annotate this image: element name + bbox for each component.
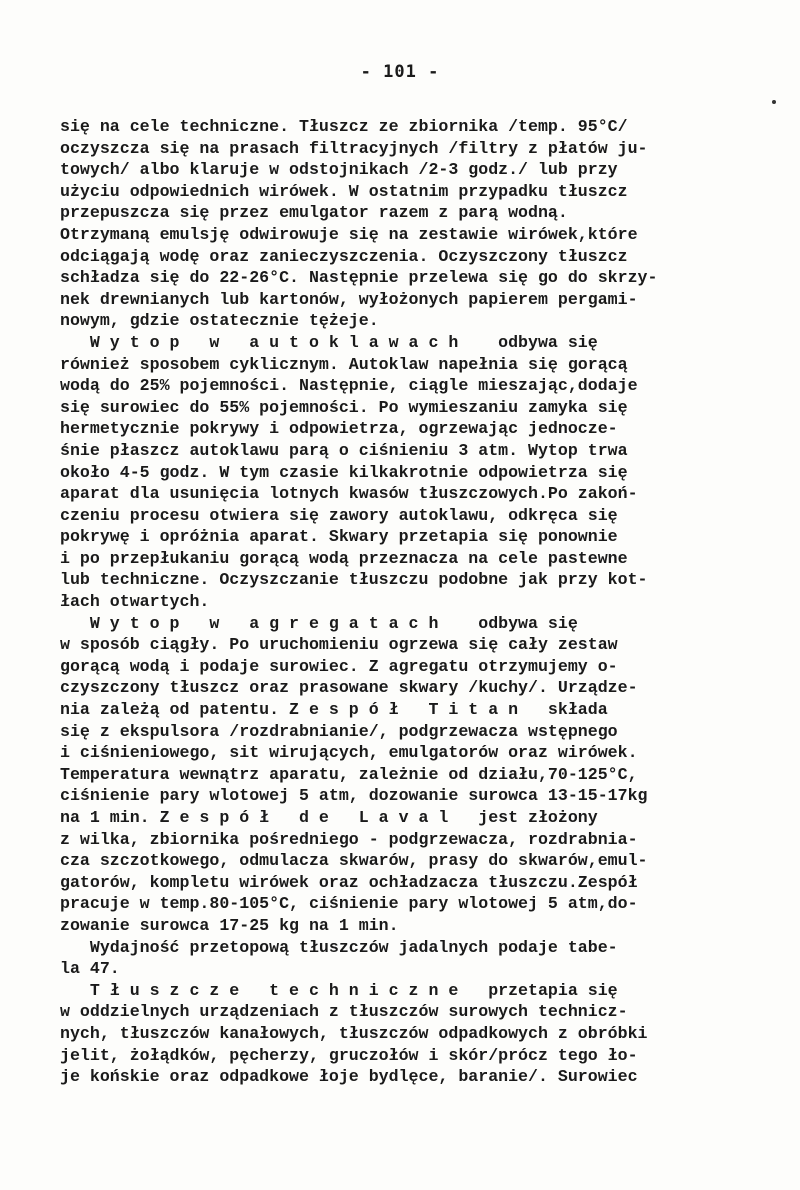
text-line: łach otwartych. <box>60 592 210 612</box>
text-line: około 4-5 godz. W tym czasie kilkakrotnie odpowietrza się <box>60 462 628 482</box>
text-line: czeniu procesu otwiera się zawory autoklawu, odkręca się <box>60 505 618 525</box>
text-line: w sposób ciągły. Po uruchomieniu ogrzewa się cały zestaw <box>60 635 618 655</box>
text-line: oczyszcza się na prasach filtracyjnych /filtry z płatów ju- <box>60 138 648 158</box>
text-line: la 47. <box>60 959 120 979</box>
text-line: aparat dla usunięcia lotnych kwasów tłuszczowych.Po zakoń- <box>60 484 638 504</box>
text-line: Temperatura wewnątrz aparatu, zależnie od działu,70-125°C, <box>60 764 638 784</box>
text-line: z wilka, zbiornika pośredniego - podgrzewacza, rozdrabnia- <box>60 829 638 849</box>
text-line: T ł u s z c z e t e c h n i c z n e przetapia się <box>60 980 618 1000</box>
text-line: pokrywę i opróżnia aparat. Skwary przetapia się ponownie <box>60 527 618 547</box>
text-line: i ciśnieniowego, sit wirujących, emulgatorów oraz wirówek. <box>60 743 638 763</box>
text-line: się na cele techniczne. Tłuszcz ze zbiornika /temp. 95°C/ <box>60 117 628 136</box>
text-line: i po przepłukaniu gorącą wodą przeznacza na cele pastewne <box>60 548 628 568</box>
text-line: schładza się do 22-26°C. Następnie przelewa się go do skrzy- <box>60 268 658 288</box>
text-line: nowym, gdzie ostatecznie tężeje. <box>60 311 379 331</box>
text-line: gorącą wodą i podaje surowiec. Z agregatu otrzymujemy o- <box>60 656 618 676</box>
text-line: Wydajność przetopową tłuszczów jadalnych podaje tabe- <box>60 937 618 957</box>
text-line: się z ekspulsora /rozdrabnianie/, podgrzewacza wstępnego <box>60 721 618 741</box>
text-line: czyszczony tłuszcz oraz prasowane skwary /kuchy/. Urządze- <box>60 678 638 698</box>
text-line: śnie płaszcz autoklawu parą o ciśnieniu 3 atm. Wytop trwa <box>60 440 628 460</box>
text-line: lub techniczne. Oczyszczanie tłuszczu podobne jak przy kot- <box>60 570 648 590</box>
text-line: zowanie surowca 17-25 kg na 1 min. <box>60 915 399 935</box>
text-line: towych/ albo klaruje w odstojnikach /2-3 godz./ lub przy <box>60 160 618 180</box>
text-line: się surowiec do 55% pojemności. Po wymieszaniu zamyka się <box>60 397 628 417</box>
text-line: nia zależą od patentu. Z e s p ó ł T i t a n składa <box>60 700 608 720</box>
text-line: jelit, żołądków, pęcherzy, gruczołów i skór/prócz tego ło- <box>60 1045 638 1065</box>
text-line: pracuje w temp.80-105°C, ciśnienie pary wlotowej 5 atm,do- <box>60 894 638 914</box>
text-line: również sposobem cyklicznym. Autoklaw napełnia się gorącą <box>60 354 628 374</box>
margin-dot <box>772 100 776 104</box>
text-line: w oddzielnych urządzeniach z tłuszczów surowych technicz- <box>60 1002 628 1022</box>
body-text <box>60 116 760 1088</box>
text-line: Otrzymaną emulsję odwirowuje się na zestawie wirówek,które <box>60 224 638 244</box>
text-line: nych, tłuszczów kanałowych, tłuszczów odpadkowych z obróbki <box>60 1023 648 1043</box>
text-line: nek drewnianych lub kartonów, wyłożonych papierem pergami- <box>60 289 638 309</box>
text-line: hermetycznie pokrywy i odpowietrza, ogrzewając jednocze- <box>60 419 618 439</box>
text-line: użyciu odpowiednich wirówek. W ostatnim przypadku tłuszcz <box>60 181 628 201</box>
text-line: W y t o p w a g r e g a t a c h odbywa się <box>60 613 578 633</box>
text-line: wodą do 25% pojemności. Następnie, ciągle mieszając,dodaje <box>60 376 638 396</box>
text-line: je końskie oraz odpadkowe łoje bydlęce, baranie/. Surowiec <box>60 1067 638 1087</box>
text-line: cza szczotkowego, odmulacza skwarów, prasy do skwarów,emul- <box>60 851 648 871</box>
text-line: W y t o p w a u t o k l a w a c h odbywa się <box>60 332 598 352</box>
page-number: - 101 - <box>360 62 440 82</box>
text-line: przepuszcza się przez emulgator razem z parą wodną. <box>60 203 568 223</box>
text-line: ciśnienie pary wlotowej 5 atm, dozowanie surowca 13-15-17kg <box>60 786 648 806</box>
text-line: odciągają wodę oraz zanieczyszczenia. Oczyszczony tłuszcz <box>60 246 628 266</box>
text-line: gatorów, kompletu wirówek oraz ochładzacza tłuszczu.Zespół <box>60 872 638 892</box>
text-line: na 1 min. Z e s p ó ł d e L a v a l jest złożony <box>60 808 598 827</box>
